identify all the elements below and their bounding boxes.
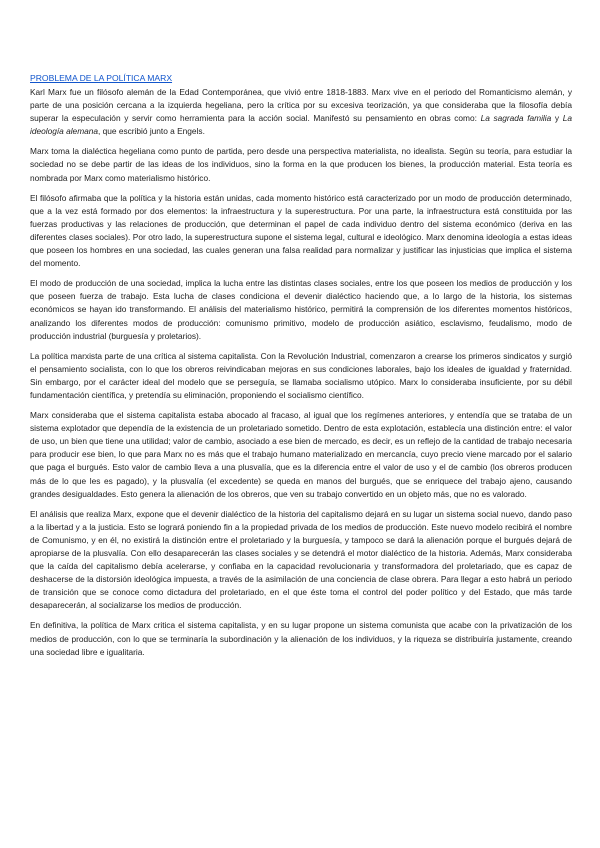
paragraph-1-text-c: , que escribió junto a Engels. bbox=[98, 126, 205, 137]
paragraph-6: Marx consideraba que el sistema capitalista estaba abocado al fracaso, al igual que los regímenes anteriores, y entendía que se trataba de un sistema explotador que dependía de la existencia de un proletariado sometido. Dentro de esta explotación, establecía una distinción entre: el valor de uso, un bien que tiene una utilidad; valor de cambio, asociado a ese bien de mercado, es decir, es un reflejo de la cantidad de trabajo necesaria para producir ese bien, lo que para Marx no es más que el trabajo humano materializado en mercancía, cuyo precio viene marcado por el salario que paga el burgués. Esto valor de cambio lleva a una plusvalía, que es la diferencia entre el valor de uso y el de cambio (los obreros producen más de lo que les es pagado), y la plusvalía (el excedente) se queda en manos del burgués, que se enriquece del trabajo ajeno, causando grandes desigualdades. Esto genera la alienación de los obreros, que ven su trabajo convertido en un objeto más, que no es valorado. bbox=[30, 410, 572, 499]
paragraph-4: El modo de producción de una sociedad, implica la lucha entre las distintas clases sociales, entre los que poseen los medios de producción y los que poseen fuerza de trabajo. Esta lucha de clases condiciona el devenir dialéctico haciendo que, a lo largo de la historia, los sistemas económicos se hayan ido transformando. El análisis del materialismo histórico, permitirá la comprensión de los diferentes momentos históricos, analizando los diferentes modos de producción: comunismo primitivo, modelo de producción asiático, esclavismo, feudalismo, modo de producción industrial (burguesía y proletarios). bbox=[30, 278, 572, 341]
paragraph-1-text-b: y bbox=[551, 113, 563, 124]
work-title-ideologia-alemana: La ideología alemana bbox=[30, 113, 572, 137]
paragraph-7: El análisis que realiza Marx, expone que el devenir dialéctico de la historia del capitalismo dejará en su lugar un sistema social nuevo, dando paso a la libertad y a la justicia. Esto se logrará poniendo fin a la propiedad privada de los medios de producción. Este nuevo modelo recibirá el nombre de Comunismo, y en él, no existirá la distinción entre el proletariado y la burguesía, y tampoco se dará la alienación porque el burgués dejará de apropiarse de la plusvalía. Con ello desaparecerán las clases sociales y se detendrá el motor dialéctico de la historia. Además, Marx consideraba que la caída del capitalismo debía acelerarse, y confiaba en la capacidad revolucionaria y transformadora del proletariado, que es capaz de deshacerse de la distorsión ideológica impuesta, a través de la asimilación de una conciencia de clase obrera. Para llegar a esto habrá un periodo de transición que se conoce como dictadura del proletariado, en el que éste toma el control del poder político y del Estado, que más tarde desaparecerán, al socializarse los medios de producción. bbox=[30, 508, 572, 611]
paragraph-1-text-a: Karl Marx fue un filósofo alemán de la Edad Contemporánea, que vivió entre 1818-1883. Marx vive en el periodo del Romanticismo alemán, y parte de una posición cercana a la izquierda hegeliana, pero la crítica por su excesiva teorización, ya que consideraba que la filosofía debía superar la especulación y servir como herramienta para la acción social. Manifestó su pensamiento en obras como: bbox=[30, 87, 572, 124]
paragraph-3: El filósofo afirmaba que la política y la historia están unidas, cada momento histórico está caracterizado por un modo de producción determinado, que a la vez está formado por dos elementos: la infraestructura y la superestructura. Por una parte, la infraestructura está constituida por las fuerzas productivas y las relaciones de producción, que determinan el papel de cada individuo dentro del sistema económico (deriva en las diferentes clases sociales). Por otro lado, la superestructura supone el sistema legal, cultural e ideológico. Marx denomina ideología a estas ideas que poseen los hombres en una sociedad, las cuales generan una falsa realidad para normalizar y justificar las injusticias que implica el sistema del momento. bbox=[30, 192, 572, 269]
paragraph-1 bbox=[30, 86, 572, 138]
paragraph-8: En definitiva, la política de Marx critica el sistema capitalista, y en su lugar propone un sistema comunista que acabe con la privatización de los medios de producción, con lo que se terminaría la subordinación y la alienación de los individuos, y la riqueza se distribuiría justamente, creando una sociedad libre e igualitaria. bbox=[30, 620, 572, 657]
work-title-sagrada-familia: La sagrada familia bbox=[480, 113, 552, 124]
document-title-link[interactable]: PROBLEMA DE LA POLÍTICA MARX bbox=[30, 73, 173, 83]
document-body bbox=[30, 72, 572, 666]
paragraph-5: La política marxista parte de una crítica al sistema capitalista. Con la Revolución Industrial, comenzaron a crearse los primeros sindicatos y surgió el pensamiento socialista, con lo que los obreros reivindicaban mejoras en sus condiciones laborales, bajo los ideales de igualdad y fraternidad. Sin embargo, por el carácter ideal del modelo que se perseguía, se llamaba socialismo utópico. Marx lo consideraba insuficiente, por su débil fundamentación científica, y pretendía su eliminación, proponiendo el socialismo científico. bbox=[30, 350, 572, 400]
paragraph-2: Marx toma la dialéctica hegeliana como punto de partida, pero desde una perspectiva materialista, no idealista. Según su teoría, para estudiar la sociedad no se debe partir de las ideas de los individuos, sino la forma en la que producen los bienes, la producción material. Esta teoría es nombrada por Marx como materialismo histórico. bbox=[30, 146, 572, 183]
